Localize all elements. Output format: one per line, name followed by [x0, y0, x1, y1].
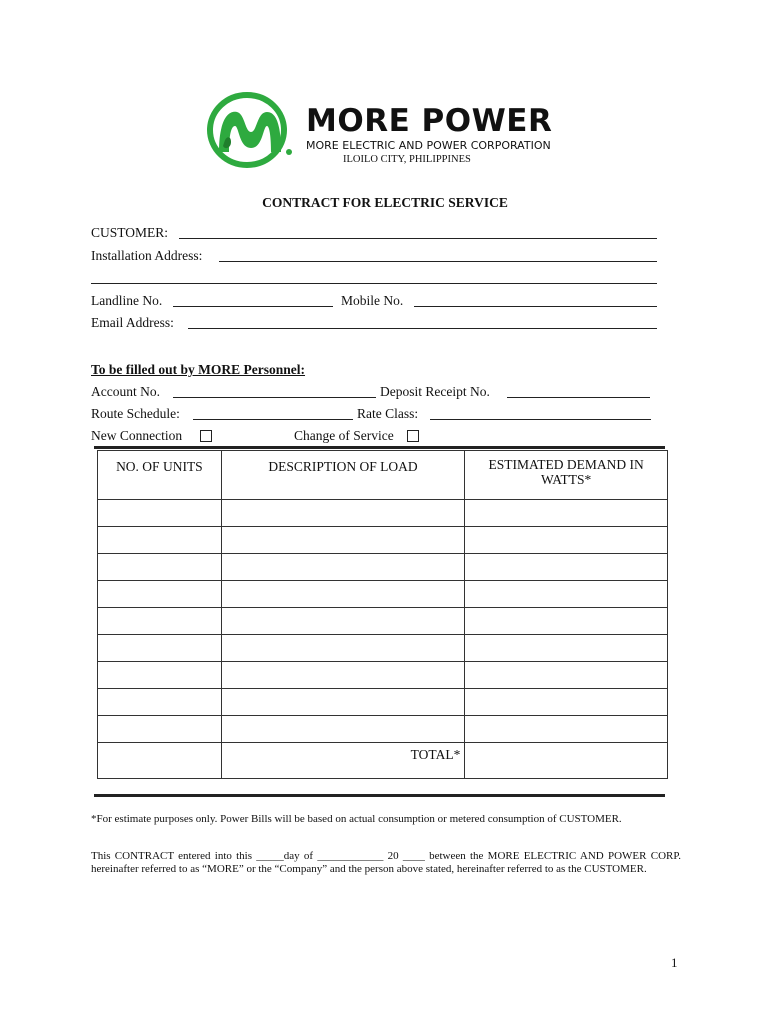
units-cell[interactable] — [98, 716, 222, 743]
deposit-field[interactable] — [507, 397, 650, 398]
page-title: CONTRACT FOR ELECTRIC SERVICE — [262, 195, 508, 210]
description-cell[interactable] — [221, 635, 465, 662]
demand-cell[interactable] — [465, 689, 668, 716]
total-units-cell — [98, 743, 222, 779]
units-cell[interactable] — [98, 500, 222, 527]
description-cell[interactable] — [221, 608, 465, 635]
description-cell[interactable] — [221, 716, 465, 743]
table-top-rule — [94, 446, 665, 449]
mobile-label: Mobile No. — [341, 293, 404, 308]
rate-field[interactable] — [430, 419, 651, 420]
table-bottom-rule — [94, 794, 665, 797]
total-demand-cell[interactable] — [465, 743, 668, 779]
demand-cell[interactable] — [465, 581, 668, 608]
demand-cell[interactable] — [465, 662, 668, 689]
demand-cell[interactable] — [465, 500, 668, 527]
header-description: DESCRIPTION OF LOAD — [221, 451, 465, 500]
change-service-label: Change of Service — [294, 428, 394, 443]
landline-field[interactable] — [173, 306, 333, 307]
email-label: Email Address: — [91, 315, 174, 330]
rate-label: Rate Class: — [357, 406, 419, 421]
route-label: Route Schedule: — [91, 406, 180, 421]
description-cell[interactable] — [221, 527, 465, 554]
table-row — [98, 662, 668, 689]
table-row — [98, 581, 668, 608]
customer-field[interactable] — [179, 238, 657, 239]
units-cell[interactable] — [98, 527, 222, 554]
landline-label: Landline No. — [91, 293, 163, 308]
table-row — [98, 716, 668, 743]
contract-text: This CONTRACT entered into this _____day of ____________ 20 ____ between the MORE ELECTRIC AND POWER CORP. hereinafter referred to as “MORE” or the “Company” and the person above stated, hereinafter referred to as the CUSTOMER. — [91, 850, 681, 875]
installation-address-label: Installation Address: — [91, 248, 203, 263]
demand-cell[interactable] — [465, 716, 668, 743]
demand-cell[interactable] — [465, 527, 668, 554]
header-units: NO. OF UNITS — [98, 451, 222, 500]
load-table — [97, 450, 668, 779]
new-connection-checkbox[interactable] — [200, 430, 212, 442]
customer-label: CUSTOMER: — [91, 225, 169, 240]
description-cell[interactable] — [221, 581, 465, 608]
units-cell[interactable] — [98, 689, 222, 716]
more-power-logo-icon — [205, 92, 301, 172]
units-cell[interactable] — [98, 662, 222, 689]
table-row — [98, 635, 668, 662]
units-cell[interactable] — [98, 608, 222, 635]
account-field[interactable] — [173, 397, 376, 398]
description-cell[interactable] — [221, 689, 465, 716]
units-cell[interactable] — [98, 554, 222, 581]
description-cell[interactable] — [221, 662, 465, 689]
total-row — [98, 743, 668, 779]
account-label: Account No. — [91, 384, 160, 399]
demand-cell[interactable] — [465, 554, 668, 581]
brand-name: MORE POWER — [306, 103, 553, 139]
city-line: ILOILO CITY, PHILIPPINES — [343, 154, 471, 165]
route-field[interactable] — [193, 419, 353, 420]
mobile-field[interactable] — [414, 306, 657, 307]
description-cell[interactable] — [221, 500, 465, 527]
header-demand: ESTIMATED DEMAND IN WATTS* — [465, 451, 668, 500]
table-row — [98, 608, 668, 635]
units-cell[interactable] — [98, 581, 222, 608]
table-row — [98, 554, 668, 581]
units-cell[interactable] — [98, 635, 222, 662]
demand-cell[interactable] — [465, 608, 668, 635]
description-cell[interactable] — [221, 554, 465, 581]
table-row — [98, 527, 668, 554]
email-field[interactable] — [188, 328, 657, 329]
installation-address-field-line2[interactable] — [91, 283, 657, 284]
demand-cell[interactable] — [465, 635, 668, 662]
table-row — [98, 500, 668, 527]
new-connection-label: New Connection — [91, 428, 183, 443]
brand-subtitle: MORE ELECTRIC AND POWER CORPORATION — [306, 139, 551, 152]
change-service-checkbox[interactable] — [407, 430, 419, 442]
page-number: 1 — [671, 955, 678, 970]
table-row — [98, 689, 668, 716]
deposit-label: Deposit Receipt No. — [380, 384, 490, 399]
footnote: *For estimate purposes only. Power Bills will be based on actual consumption or metered consumption of CUSTOMER. — [91, 813, 622, 825]
total-label: TOTAL* — [221, 743, 465, 779]
personnel-heading: To be filled out by MORE Personnel: — [91, 362, 306, 377]
installation-address-field[interactable] — [219, 261, 657, 262]
